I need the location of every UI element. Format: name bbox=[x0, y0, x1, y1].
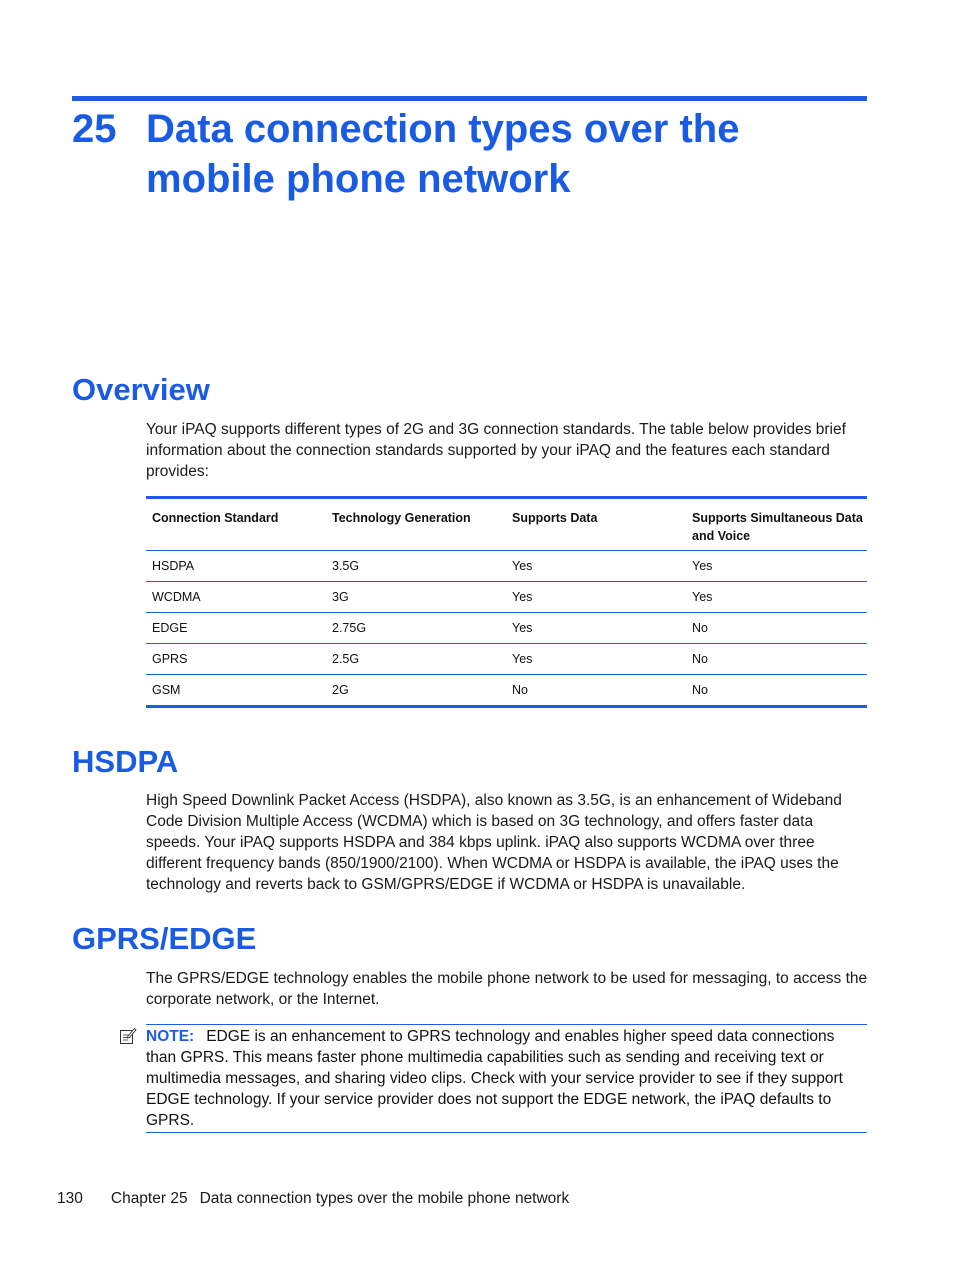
table-cell: No bbox=[692, 652, 708, 666]
table-cell: 3G bbox=[332, 590, 349, 604]
connection-standards-table bbox=[146, 496, 867, 708]
table-row bbox=[146, 582, 867, 613]
table-cell: Yes bbox=[512, 559, 533, 573]
table-header-cell: Connection Standard bbox=[152, 511, 279, 525]
footer-chapter-title: Data connection types over the mobile phone network bbox=[199, 1190, 570, 1207]
table-cell: 3.5G bbox=[332, 559, 360, 573]
table-header-cell: Supports Simultaneous Data and Voice bbox=[692, 511, 863, 543]
overview-text: Your iPAQ supports different types of 2G and 3G connection standards. The table below provides brief information about the connection standards supported by your iPAQ and the features each standard provides: bbox=[146, 421, 846, 480]
table-cell: Yes bbox=[692, 590, 713, 604]
footer-chapter-label: Chapter 25 bbox=[110, 1190, 188, 1207]
table-cell: Yes bbox=[512, 652, 533, 666]
table-cell: GSM bbox=[152, 683, 181, 697]
chapter-title-text: Data connection types over the mobile phone network bbox=[146, 107, 740, 201]
table-header-cell: Technology Generation bbox=[332, 511, 471, 525]
table-cell: No bbox=[692, 621, 708, 635]
chapter-title bbox=[72, 104, 867, 204]
table-cell: HSDPA bbox=[152, 559, 195, 573]
table-row bbox=[146, 613, 867, 644]
chapter-title-rule bbox=[72, 96, 867, 101]
table-row bbox=[146, 644, 867, 675]
hsdpa-text: High Speed Downlink Packet Access (HSDPA), also known as 3.5G, is an enhancement of Wideband Code Division Multiple Access (WCDMA) which is based on 3G technology, and offers faster data speeds. Your iPAQ supports HSDPA and 384 kbps uplink. iPAQ also supports WCDMA over three different frequency bands (850/1900/2100). When WCDMA or HSDPA is available, the iPAQ uses the technology and reverts back to GSM/GPRS/EDGE if WCDMA or HSDPA is unavailable. bbox=[146, 792, 842, 893]
table-cell: Yes bbox=[512, 621, 533, 635]
hsdpa-heading: HSDPA bbox=[72, 744, 179, 779]
table-header-row bbox=[146, 499, 867, 551]
table-cell: EDGE bbox=[152, 621, 188, 635]
note-box bbox=[146, 1024, 867, 1133]
note-text: EDGE is an enhancement to GPRS technology and enables higher speed data connections than GPRS. This means faster phone multimedia capabilities such as sending and receiving text or multimedia messages, and sharing video clips. Check with your service provider to see if they support EDGE technology. If your service provider does not support the EDGE network, the iPAQ defaults to GPRS. bbox=[146, 1028, 843, 1129]
note-label: NOTE: bbox=[146, 1028, 195, 1045]
gprs-edge-heading: GPRS/EDGE bbox=[72, 921, 257, 956]
table-cell: 2G bbox=[332, 683, 349, 697]
page-footer bbox=[57, 1190, 569, 1208]
note-icon bbox=[119, 1027, 137, 1045]
table-row bbox=[146, 551, 867, 582]
table-cell: 2.75G bbox=[332, 621, 367, 635]
table-header-cell: Supports Data bbox=[512, 511, 598, 525]
table-row bbox=[146, 675, 867, 705]
table-cell: WCDMA bbox=[152, 590, 201, 604]
table-cell: Yes bbox=[512, 590, 533, 604]
table-cell: GPRS bbox=[152, 652, 188, 666]
overview-heading: Overview bbox=[72, 372, 210, 407]
table-cell: Yes bbox=[692, 559, 713, 573]
gprs-edge-text: The GPRS/EDGE technology enables the mobile phone network to be used for messaging, to access the corporate network, or the Internet. bbox=[146, 970, 868, 1008]
table-cell: 2.5G bbox=[332, 652, 360, 666]
table-cell: No bbox=[692, 683, 708, 697]
table-cell: No bbox=[512, 683, 528, 697]
chapter-number: 25 bbox=[72, 107, 117, 151]
page-number: 130 bbox=[57, 1190, 83, 1207]
